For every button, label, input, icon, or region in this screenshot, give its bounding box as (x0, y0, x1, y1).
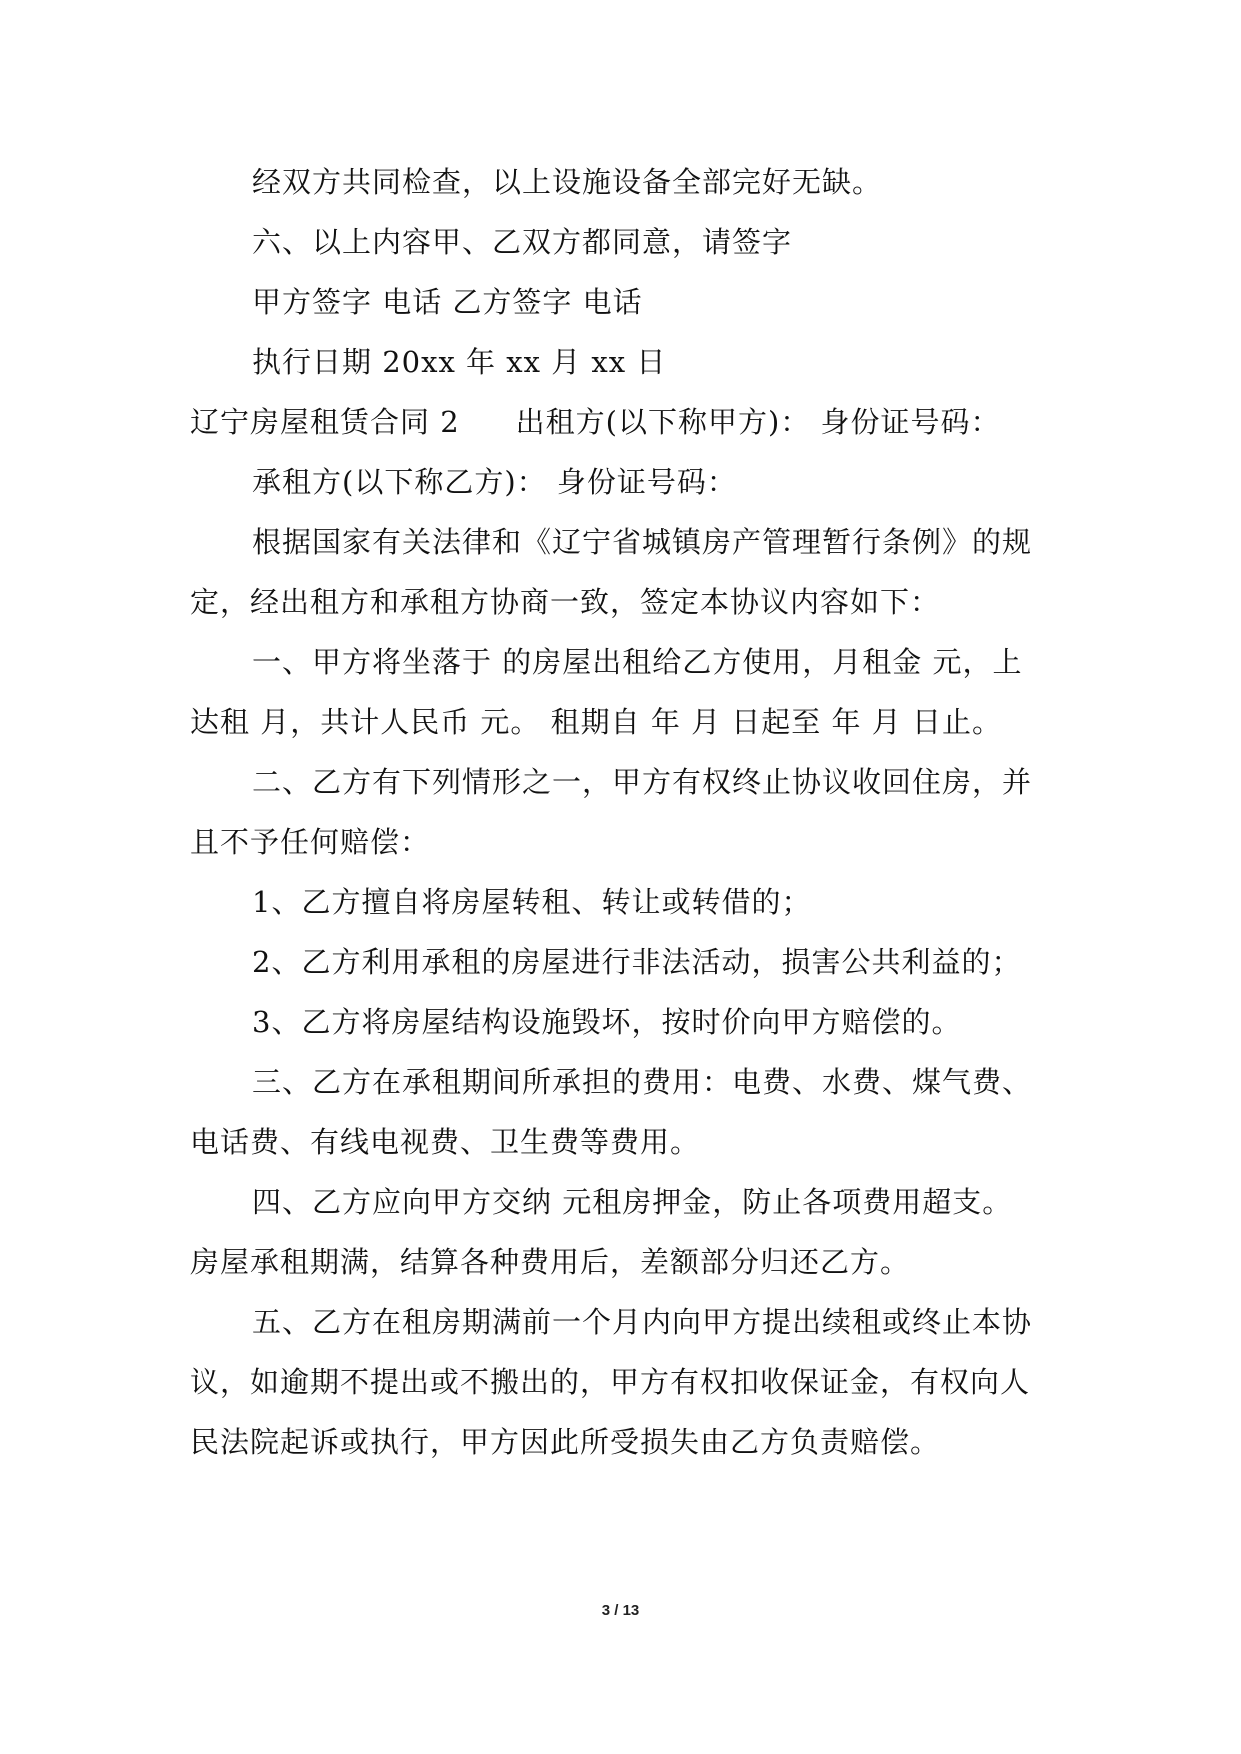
paragraph-line: 民法院起诉或执行，甲方因此所受损失由乙方负责赔偿。 (190, 1425, 941, 1459)
paragraph-line: 五、乙方在租房期满前一个月内向甲方提出续租或终止本协 (252, 1305, 1033, 1339)
contract-heading-line (190, 402, 1001, 442)
paragraph-line: 达租 月，共计人民币 元。 租期自 年 月 日起至 年 月 日止。 (190, 705, 1002, 739)
paragraph-line: 且不予任何赔偿： (190, 825, 431, 859)
lessor-info: 出租方(以下称甲方)： 身份证号码： (515, 405, 1001, 439)
paragraph-line: 一、甲方将坐落于 的房屋出租给乙方使用，月租金 元，上 (252, 645, 1023, 679)
paragraph-line: 六、以上内容甲、乙双方都同意，请签字 (252, 225, 793, 259)
contract-title: 辽宁房屋租赁合同 2 (190, 405, 460, 439)
paragraph-line: 电话费、有线电视费、卫生费等费用。 (190, 1125, 701, 1159)
paragraph-line: 三、乙方在承租期间所承担的费用：电费、水费、煤气费、 (252, 1065, 1033, 1099)
paragraph-line: 四、乙方应向甲方交纳 元租房押金，防止各项费用超支。 (252, 1185, 1013, 1219)
page-number: 3 / 13 (601, 1602, 640, 1619)
signature-line: 甲方签字 电话 乙方签字 电话 (252, 285, 643, 319)
paragraph-line: 房屋承租期满，结算各种费用后，差额部分归还乙方。 (190, 1245, 911, 1279)
paragraph-line: 议，如逾期不提出或不搬出的，甲方有权扣收保证金，有权向人 (190, 1365, 1031, 1399)
paragraph-line: 根据国家有关法律和《辽宁省城镇房产管理暂行条例》的规 (252, 525, 1033, 559)
date-line: 执行日期 20xx 年 xx 月 xx 日 (252, 345, 667, 379)
paragraph-line: 二、乙方有下列情形之一，甲方有权终止协议收回住房，并 (252, 765, 1033, 799)
paragraph-line: 经双方共同检查，以上设施设备全部完好无缺。 (252, 165, 883, 199)
paragraph-line: 定，经出租方和承租方协商一致，签定本协议内容如下： (190, 585, 941, 619)
lessee-info: 承租方(以下称乙方)： 身份证号码： (252, 465, 737, 499)
list-item: 1、乙方擅自将房屋转租、转让或转借的； (252, 885, 812, 919)
list-item: 2、乙方利用承租的房屋进行非法活动，损害公共利益的； (252, 945, 1022, 979)
list-item: 3、乙方将房屋结构设施毁坏，按时价向甲方赔偿的。 (252, 1005, 962, 1039)
